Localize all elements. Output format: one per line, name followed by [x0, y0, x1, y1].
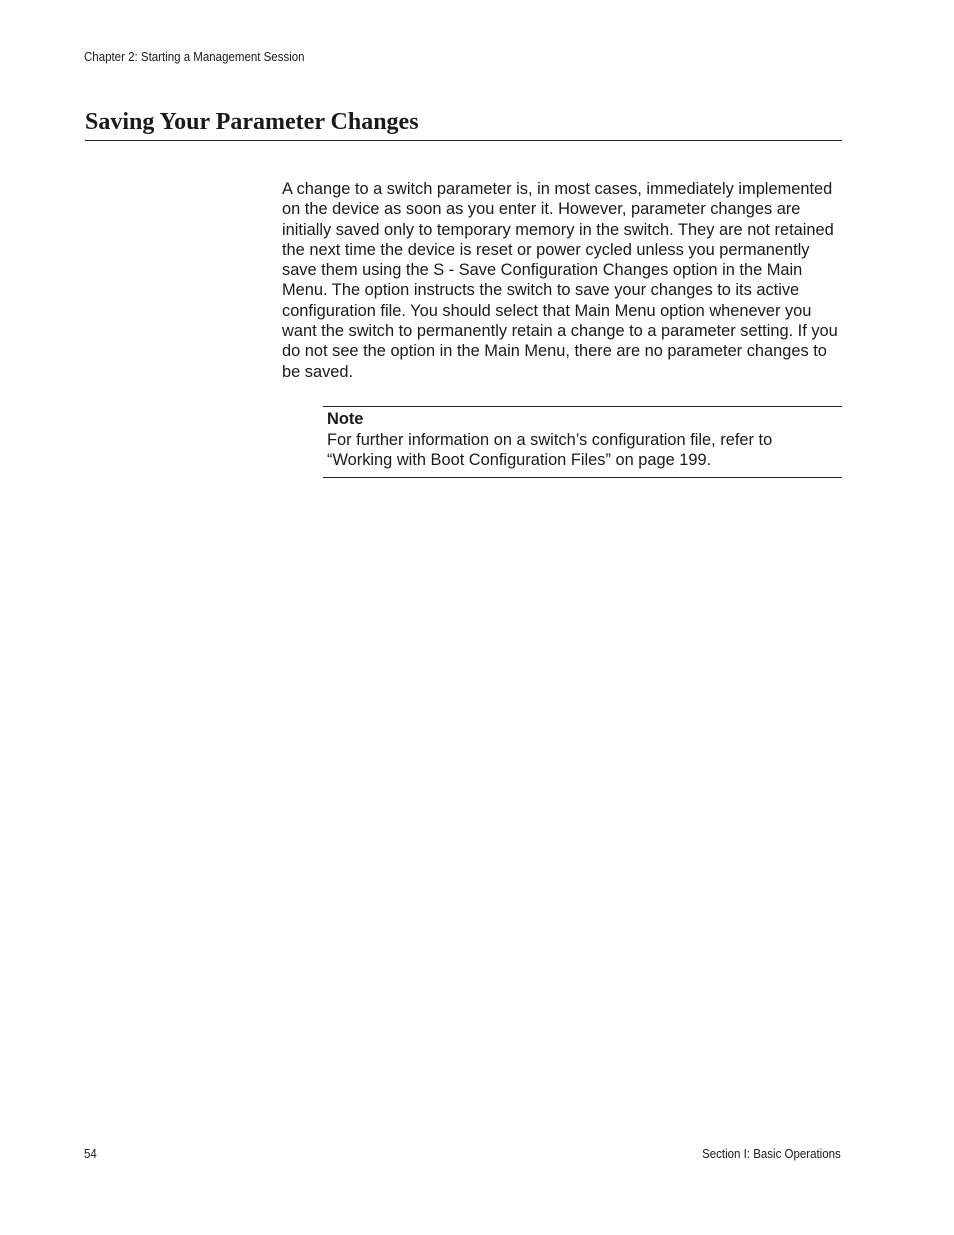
page-number: 54	[84, 1147, 97, 1161]
title-rule	[85, 140, 842, 141]
running-footer: Section I: Basic Operations	[702, 1147, 841, 1161]
body-paragraph: A change to a switch parameter is, in most cases, immediately implemented on the device as soon as you enter it. However, parameter changes are initially saved only to temporary memory in the switch. They are not retained the next time the device is reset or power cycled unless you permanently save them using the S - Save Configuration Changes option in the Main Menu. The option instructs the switch to save your changes to its active configuration file. You should select that Main Menu option whenever you want the switch to permanently retain a change to a parameter setting. If you do not see the option in the Main Menu, there are no parameter changes to be saved.	[282, 180, 838, 381]
running-header: Chapter 2: Starting a Management Session	[84, 50, 305, 64]
section-title: Saving Your Parameter Changes	[85, 109, 419, 135]
note-label: Note	[327, 410, 364, 428]
note-text: For further information on a switch’s configuration file, refer to “Working with Boot Configuration Files” on page 199.	[327, 431, 773, 470]
note-box	[323, 406, 842, 478]
